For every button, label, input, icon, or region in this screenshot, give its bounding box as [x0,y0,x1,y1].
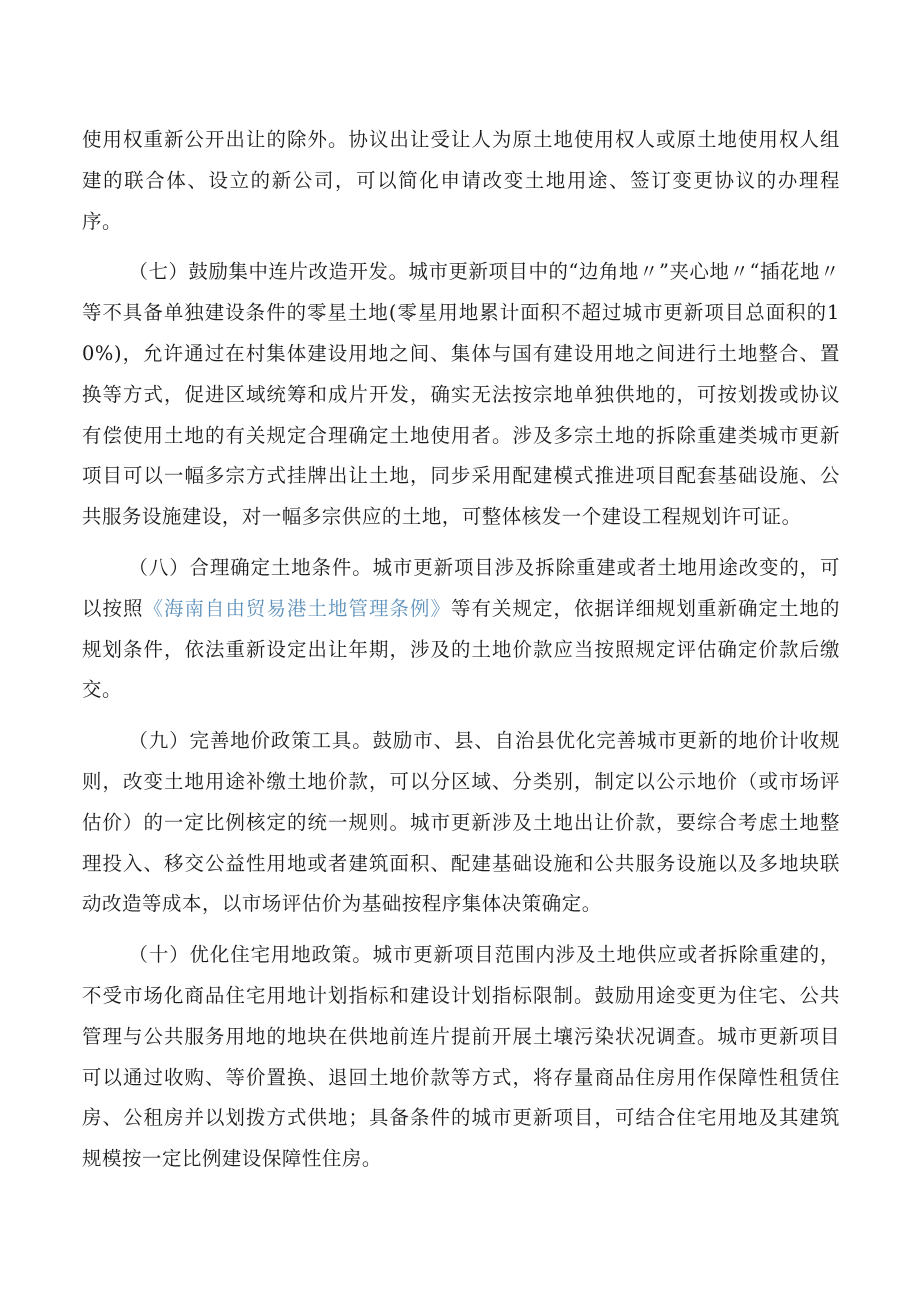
paragraph-text: 等有关规定，依据详细规划重新确定土地的规划条件，依法重新设定出让年期，涉及的土地价款应当按照规定评估确定价款后缴交。 [82,596,840,702]
paragraph-continuation [82,120,840,242]
paragraph-item-9 [82,721,840,925]
paragraph-item-8 [82,548,840,711]
paragraph-text: （九）完善地价政策工具。鼓励市、县、自治县优化完善城市更新的地价计收规则，改变土地用途补缴土地价款，可以分区域、分类别，制定以公示地价（或市场评估价）的一定比例核定的统一规则。城市更新涉及土地出让价款，要综合考虑土地整理投入、移交公益性用地或者建筑面积、配建基础设施和公共服务设施以及多地块联动改造等成本，以市场评估价为基础按程序集体决策确定。 [82,729,840,916]
paragraph-text: 使用权重新公开出让的除外。协议出让受让人为原土地使用权人或原土地使用权人组建的联合体、设立的新公司，可以简化申请改变土地用途、签订变更协议的办理程序。 [82,128,840,233]
regulation-link[interactable]: 《海南自由贸易港土地管理条例》 [143,596,451,620]
paragraph-text: （八）合理确定土地条件。城市更新项目涉及拆除重建或者土地用途改变的，可以按照 [82,555,840,620]
paragraph-text: （十）优化住宅用地政策。城市更新项目范围内涉及土地供应或者拆除重建的，不受市场化商品住宅用地计划指标和建设计划指标限制。鼓励用途变更为住宅、公共管理与公共服务用地的地块在供地前连片提前开展土壤污染状况调查。城市更新项目可以通过收购、等价置换、退回土地价款等方式，将存量商品住房用作保障性租赁住房、公租房并以划拨方式供地；具备条件的城市更新项目，可结合住宅用地及其建筑规模按一定比例建设保障性住房。 [82,943,840,1171]
document-body [82,120,840,1190]
paragraph-item-7 [82,252,840,538]
paragraph-text: （七）鼓励集中连片改造开发。城市更新项目中的“边角地〃”夹心地〃“插花地〃等不具备单独建设条件的零星土地(零星用地累计面积不超过城市更新项目总面积的10%)，允许通过在村集体建设用地之间、集体与国有建设用地之间进行土地整合、置换等方式，促进区域统筹和成片开发，确实无法按宗地单独供地的，可按划拨或协议有偿使用土地的有关规定合理确定土地使用者。涉及多宗土地的拆除重建类城市更新项目可以一幅多宗方式挂牌出让土地，同步采用配建模式推进项目配套基础设施、公共服务设施建设，对一幅多宗供应的土地，可整体核发一个建设工程规划许可证。 [82,260,840,529]
paragraph-item-10 [82,935,840,1180]
